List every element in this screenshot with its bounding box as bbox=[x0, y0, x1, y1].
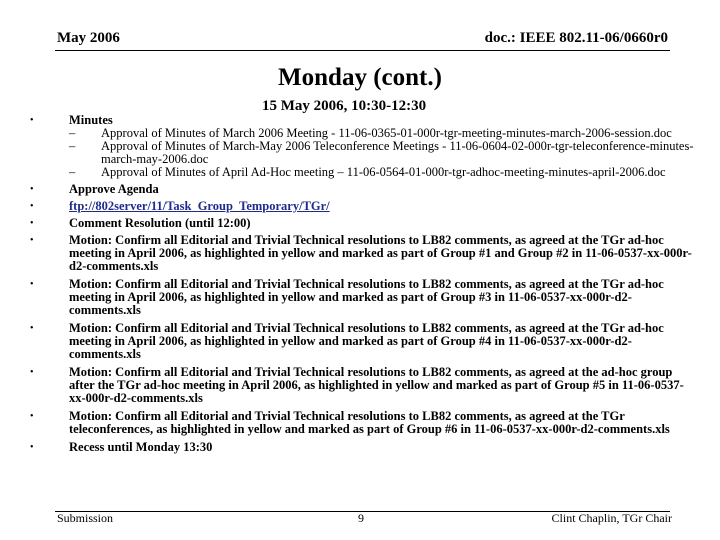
item-text: Approve Agenda bbox=[69, 182, 159, 196]
item-text: Motion: Confirm all Editorial and Trivial Technical resolutions to LB82 comments, as agreed at the ad-hoc group after the TGr ad-hoc meeting in April 2006, as highlighted in yellow and marked as part of Group #5 in 11-06-0537-xx-000r-d2-comments.xls bbox=[69, 365, 684, 405]
sub-item-text: Approval of Minutes of March-May 2006 Teleconference Meetings - 11-06-0604-02-000r-tgr-teleconference-minutes-march-may-2006.doc bbox=[101, 139, 694, 166]
bullet-icon: • bbox=[30, 442, 34, 453]
bullet-item-motion-2 bbox=[30, 278, 698, 317]
header-date: May 2006 bbox=[57, 30, 120, 46]
item-text: Recess until Monday 13:30 bbox=[69, 440, 213, 454]
bullet-icon: • bbox=[30, 279, 34, 290]
bullet-item-motion-5 bbox=[30, 410, 698, 436]
slide-body bbox=[30, 114, 698, 454]
page-number: 9 bbox=[358, 511, 364, 525]
sub-item bbox=[69, 166, 698, 179]
footer-author: Clint Chaplin, TGr Chair bbox=[551, 511, 672, 525]
footer-submission: Submission bbox=[57, 511, 114, 525]
bullet-item-agenda bbox=[30, 183, 698, 196]
bullet-item-comment-resolution bbox=[30, 217, 698, 230]
header-divider bbox=[55, 50, 670, 51]
sub-item-text: Approval of Minutes of April Ad-Hoc meeting – 11-06-0564-01-000r-tgr-adhoc-meeting-minutes-april-2006.doc bbox=[101, 165, 666, 179]
bullet-icon: • bbox=[30, 218, 34, 229]
ftp-link[interactable]: ftp://802server/11/Task_Group_Temporary/TGr/ bbox=[69, 199, 330, 213]
bullet-icon: • bbox=[30, 323, 34, 334]
item-text: Comment Resolution (until 12:00) bbox=[69, 216, 251, 230]
bullet-icon: • bbox=[30, 115, 34, 126]
sub-item bbox=[69, 140, 698, 166]
bullet-icon: • bbox=[30, 201, 34, 212]
item-text: Motion: Confirm all Editorial and Trivial Technical resolutions to LB82 comments, as agreed at the TGr ad-hoc meeting in April 2006, as highlighted in yellow and marked as part of Group #1 and Group #2 in 11-06-0537-xx-000r-d2-comments.xls bbox=[69, 233, 692, 273]
bullet-icon: • bbox=[30, 411, 34, 422]
dash-icon: – bbox=[69, 165, 76, 179]
item-text: Motion: Confirm all Editorial and Trivial Technical resolutions to LB82 comments, as agreed at the TGr ad-hoc meeting in April 2006, as highlighted in yellow and marked as part of Group #3 in 11-06-0537-xx-000r-d2-comments.xls bbox=[69, 277, 664, 317]
bullet-item-motion-4 bbox=[30, 366, 698, 405]
dash-icon: – bbox=[69, 126, 76, 140]
item-text: Motion: Confirm all Editorial and Trivial Technical resolutions to LB82 comments, as agreed at the TGr teleconferences, as highlighted in yellow and marked as part of Group #6 in 11-06-0537-xx-000r-d2-comments.xls bbox=[69, 409, 670, 436]
bullet-item-motion-3 bbox=[30, 322, 698, 361]
header-doc-number: doc.: IEEE 802.11-06/0660r0 bbox=[484, 30, 668, 46]
bullet-item-ftp bbox=[30, 200, 698, 213]
item-text: Motion: Confirm all Editorial and Trivial Technical resolutions to LB82 comments, as agreed at the TGr ad-hoc meeting in April 2006, as highlighted in yellow and marked as part of Group #4 in 11-06-0537-xx-000r-d2-comments.xls bbox=[69, 321, 664, 361]
bullet-item-recess bbox=[30, 441, 698, 454]
bullet-icon: • bbox=[30, 235, 34, 246]
dash-icon: – bbox=[69, 139, 76, 153]
bullet-icon: • bbox=[30, 184, 34, 195]
item-text: Minutes bbox=[69, 113, 113, 127]
sub-item-text: Approval of Minutes of March 2006 Meeting - 11-06-0365-01-000r-tgr-meeting-minutes-march-2006-session.doc bbox=[101, 126, 672, 140]
slide-subtitle: 15 May 2006, 10:30-12:30 bbox=[262, 98, 427, 114]
bullet-item-motion-1 bbox=[30, 234, 698, 273]
bullet-icon: • bbox=[30, 367, 34, 378]
slide-title: Monday (cont.) bbox=[278, 64, 442, 91]
